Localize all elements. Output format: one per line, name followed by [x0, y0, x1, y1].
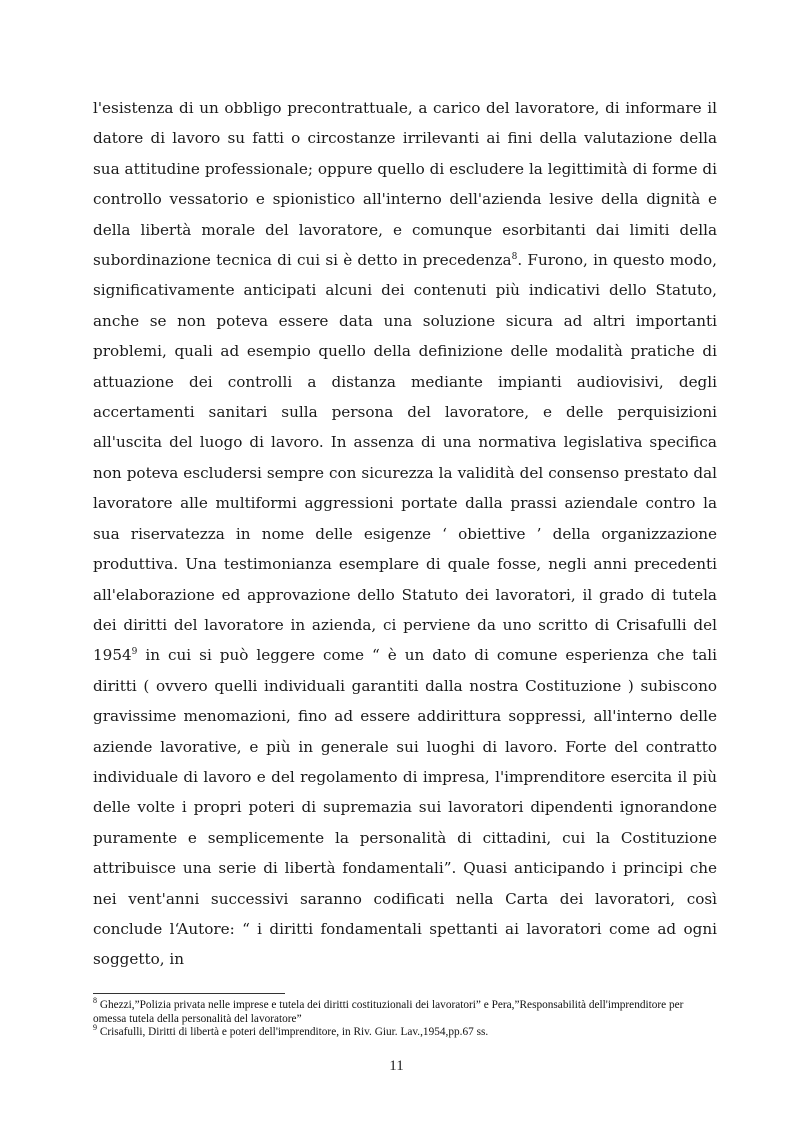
footnote-text: Crisafulli, Diritti di libertà e poteri dell'imprenditore, in Riv. Giur. Lav.,1954,pp.67 ss. — [97, 1026, 489, 1038]
page-number: 11 — [389, 1058, 404, 1074]
body-text-segment-1: l'esistenza di un obbligo precontrattuale, a carico del lavoratore, di informare il datore di lavoro su fatti o circostanze irrilevanti ai fini della valutazione della sua attitudine professionale; oppure quello di escludere la legittimità di forme di controllo vessatorio e spionistico all'interno dell'azienda lesive della dignità e della libertà morale del lavoratore, e comunque esorbitanti dai limiti della subordinazione tecnica di cui si è detto in precedenza — [93, 99, 717, 270]
footnote-8 — [93, 996, 717, 1026]
footnote-reference-9[interactable]: 9 — [131, 647, 138, 658]
footnote-reference-8[interactable]: 8 — [511, 251, 518, 262]
body-text-segment-3: in cui si può leggere come “ è un dato di comune esperienza che tali diritti ( ovvero quelli individuali garantiti dalla nostra Costituzione ) subiscono gravissime menomazioni, fino ad essere addirittura soppressi, all'interno delle aziende lavorative, e più in generale sui luoghi di lavoro. Forte del contratto individuale di lavoro e del regolamento di impresa, l'imprenditore esercita il più delle volte i propri poteri di supremazia sui lavoratori dipendenti ignorandone puramente e semplicemente la personalità di cittadini, cui la Costituzione attribuisce una serie di libertà fondamentali”. Quasi anticipando i principi che nei vent'anni successivi saranno codificati nella Carta dei lavoratori, così conclude l‘Autore: “ i diritti fondamentali spettanti ai lavoratori come ad ogni soggetto, in — [93, 646, 717, 969]
footnote-number: 9 — [93, 1023, 97, 1033]
footnotes — [93, 996, 717, 1040]
body-paragraph — [93, 93, 717, 975]
footnote-separator — [93, 993, 285, 994]
footnote-number: 8 — [93, 996, 97, 1006]
footnote-9 — [93, 1023, 717, 1040]
footnote-text: Ghezzi,”Polizia privata nelle imprese e tutela dei diritti costituzionali dei lavoratori” e Pera,”Responsabilità dell'imprenditore per omessa tutela della personalità del lavoratore” — [93, 999, 684, 1025]
body-text-segment-2: . Furono, in questo modo, significativamente anticipati alcuni dei contenuti più indicativi dello Statuto, anche se non poteva essere data una soluzione sicura ad altri importanti problemi, quali ad esempio quello della definizione delle modalità pratiche di attuazione dei controlli a distanza mediante impianti audiovisivi, degli accertamenti sanitari sulla persona del lavoratore, e delle perquisizioni all'uscita del luogo di lavoro. In assenza di una normativa legislativa specifica non poteva escludersi sempre con sicurezza la validità del consenso prestato dal lavoratore alle multiformi aggressioni portate dalla prassi aziendale contro la sua riservatezza in nome delle esigenze ‘ obiettive ’ della organizzazione produttiva. Una testimonianza esemplare di quale fosse, negli anni precedenti all'elaborazione ed approvazione dello Statuto dei lavoratori, il grado di tutela dei diritti del lavoratore in azienda, ci perviene da uno scritto di Crisafulli del 1954 — [93, 251, 717, 665]
